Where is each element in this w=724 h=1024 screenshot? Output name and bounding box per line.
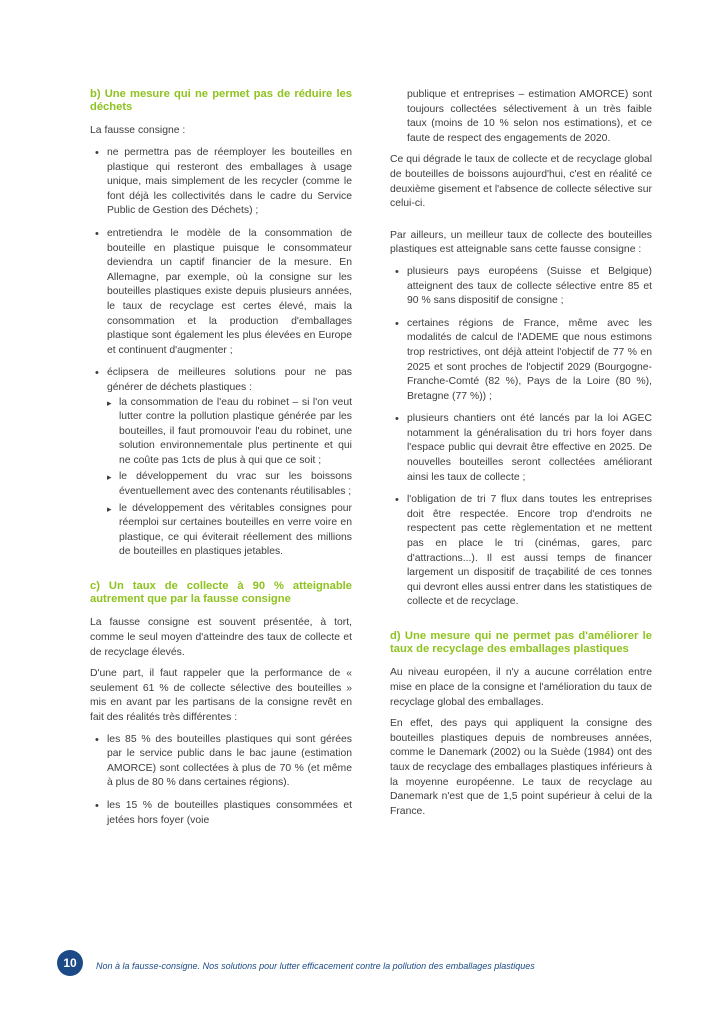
list-item: • les 15 % de bouteilles plastiques consommées et jetées hors foyer (voie xyxy=(90,799,352,828)
section-d-heading: d) Une mesure qui ne permet pas d'améliorer le taux de recyclage des emballages plastiques xyxy=(390,630,652,656)
continued-list-text: publique et entreprises – estimation AMORCE) sont toujours collectées sélectivement à un très faible taux (moins de 10 % selon nos estimations), et ce faute de respect des engagements de 2020. xyxy=(407,89,652,144)
footer-text: Non à la fausse-consigne. Nos solutions pour lutter efficacement contre la pollution des emballages plastiques xyxy=(96,961,535,971)
collection-list xyxy=(390,265,652,610)
right-column xyxy=(390,88,652,826)
paragraph: D'une part, il faut rappeler que la performance de « seulement 61 % de collecte sélective des bouteilles » mis en avant par les partisans de la consigne revêt en fait des réalités très différentes : xyxy=(90,668,352,723)
sub-list-item: ▸ le développement des véritables consignes pour réemploi sur certaines bouteilles en verre voire en plastique, ce qui éviterait réellement des millions de bouteilles en plastiques jetables. xyxy=(107,502,352,560)
paragraph: Ce qui dégrade le taux de collecte et de recyclage global de bouteilles de boissons aujourd'hui, c'est en réalité ce deuxième gisement et l'absence de collecte sélective sur celui-ci. xyxy=(390,154,652,210)
list-item: • plusieurs chantiers ont été lancés par la loi AGEC notamment la généralisation du tri hors foyer dans l'espace public qui devrait être effective en 2025. De nouvelles bouteilles seront collectées améliorant ainsi les taux de collecte ; xyxy=(390,412,652,485)
sub-list-item: ▸ le développement du vrac sur les boissons éventuellement avec des contenants réutilisables ; xyxy=(107,470,352,499)
list-item xyxy=(90,366,352,560)
section-b-heading: b) Une mesure qui ne permet pas de réduire les déchets xyxy=(90,88,352,114)
paragraph: Par ailleurs, un meilleur taux de collecte des bouteilles plastiques est atteignable sans cette fausse consigne : xyxy=(390,229,652,256)
section-c-list xyxy=(90,733,352,829)
sub-list xyxy=(107,396,352,561)
section-b-intro: La fausse consigne : xyxy=(90,125,186,137)
page-number-badge: 10 xyxy=(57,950,83,976)
left-column xyxy=(90,88,352,838)
list-item: • plusieurs pays européens (Suisse et Belgique) atteignent des taux de collecte sélective entre 85 et 90 % sans dispositif de consigne ; xyxy=(390,265,652,309)
paragraph: Au niveau européen, il n'y a aucune corrélation entre mise en place de la consigne et l'amélioration du taux de recyclage global des emballages. xyxy=(390,667,652,708)
list-item: • les 85 % des bouteilles plastiques qui sont gérées par le service public dans le bac jaune (estimation AMORCE) sont collectées à plus de 70 % (et même à plus de 80 % dans certaines régions). xyxy=(90,733,352,791)
paragraph: La fausse consigne est souvent présentée, à tort, comme le seul moyen d'atteindre des taux de collecte et de recyclage élevés. xyxy=(90,617,352,658)
sub-list-item: ▸ la consommation de l'eau du robinet – si l'on veut lutter contre la pollution plastique générée par les bouteilles, il faut promouvoir l'eau du robinet, une solution environnementale plus pertinente et qui ne coûte pas 1cts de plus à qui que ce soit ; xyxy=(107,396,352,469)
list-item: • certaines régions de France, même avec les modalités de calcul de l'ADEME que nous estimons trop restrictives, ont déjà atteint l'objectif de 77 % en 2025 et sont proches de l'objectif 2029 (Bourgogne-Franche-Comté (82 %), Pays de la Loire (80 %), Bretagne (77 %)) ; xyxy=(390,317,652,405)
section-b-list xyxy=(90,146,352,560)
section-c-heading: c) Un taux de collecte à 90 % atteignable autrement que par la fausse consigne xyxy=(90,580,352,606)
list-item: • ne permettra pas de réemployer les bouteilles en plastique qui resteront des emballages à usage unique, mais simplement de les recycler (comme le font déjà les collectivités dans le cadre du Service Public de Gestion des Déchets) ; xyxy=(90,146,352,219)
list-item: • entretiendra le modèle de la consommation de bouteille en plastique puisque le consommateur deviendra un captif financier de la mesure. En Allemagne, par exemple, où la consigne sur les bouteilles plastiques existe depuis plusieurs années, le taux de recyclage est certes élevé, mais la consommation et la production d'emballages plastique sont également les plus élevées en Europe et continuent d'augmenter ; xyxy=(90,227,352,358)
paragraph: En effet, des pays qui appliquent la consigne des bouteilles plastiques depuis de nombreuses années, comme le Danemark (2002) ou la Suède (1984) ont des taux de recyclage des emballages plastiques inférieurs à la moyenne européenne. Le taux de recyclage au Danemark n'est que de 1,5 point supérieur à celui de la France. xyxy=(390,718,652,817)
list-item: • l'obligation de tri 7 flux dans toutes les entreprises doit être respectée. Encore trop d'endroits ne respectent pas cette règlementation et ne mettent pas en place le tri (cinémas, gares, parc d'attractions...). Il est aussi temps de financer largement un dispositif de traçabilité de ces tonnes qui devront elles aussi entrer dans les statistiques de collecte et de recyclage. xyxy=(390,493,652,610)
list-item-text: éclipsera de meilleures solutions pour ne pas générer de déchets plastiques : xyxy=(107,367,352,393)
